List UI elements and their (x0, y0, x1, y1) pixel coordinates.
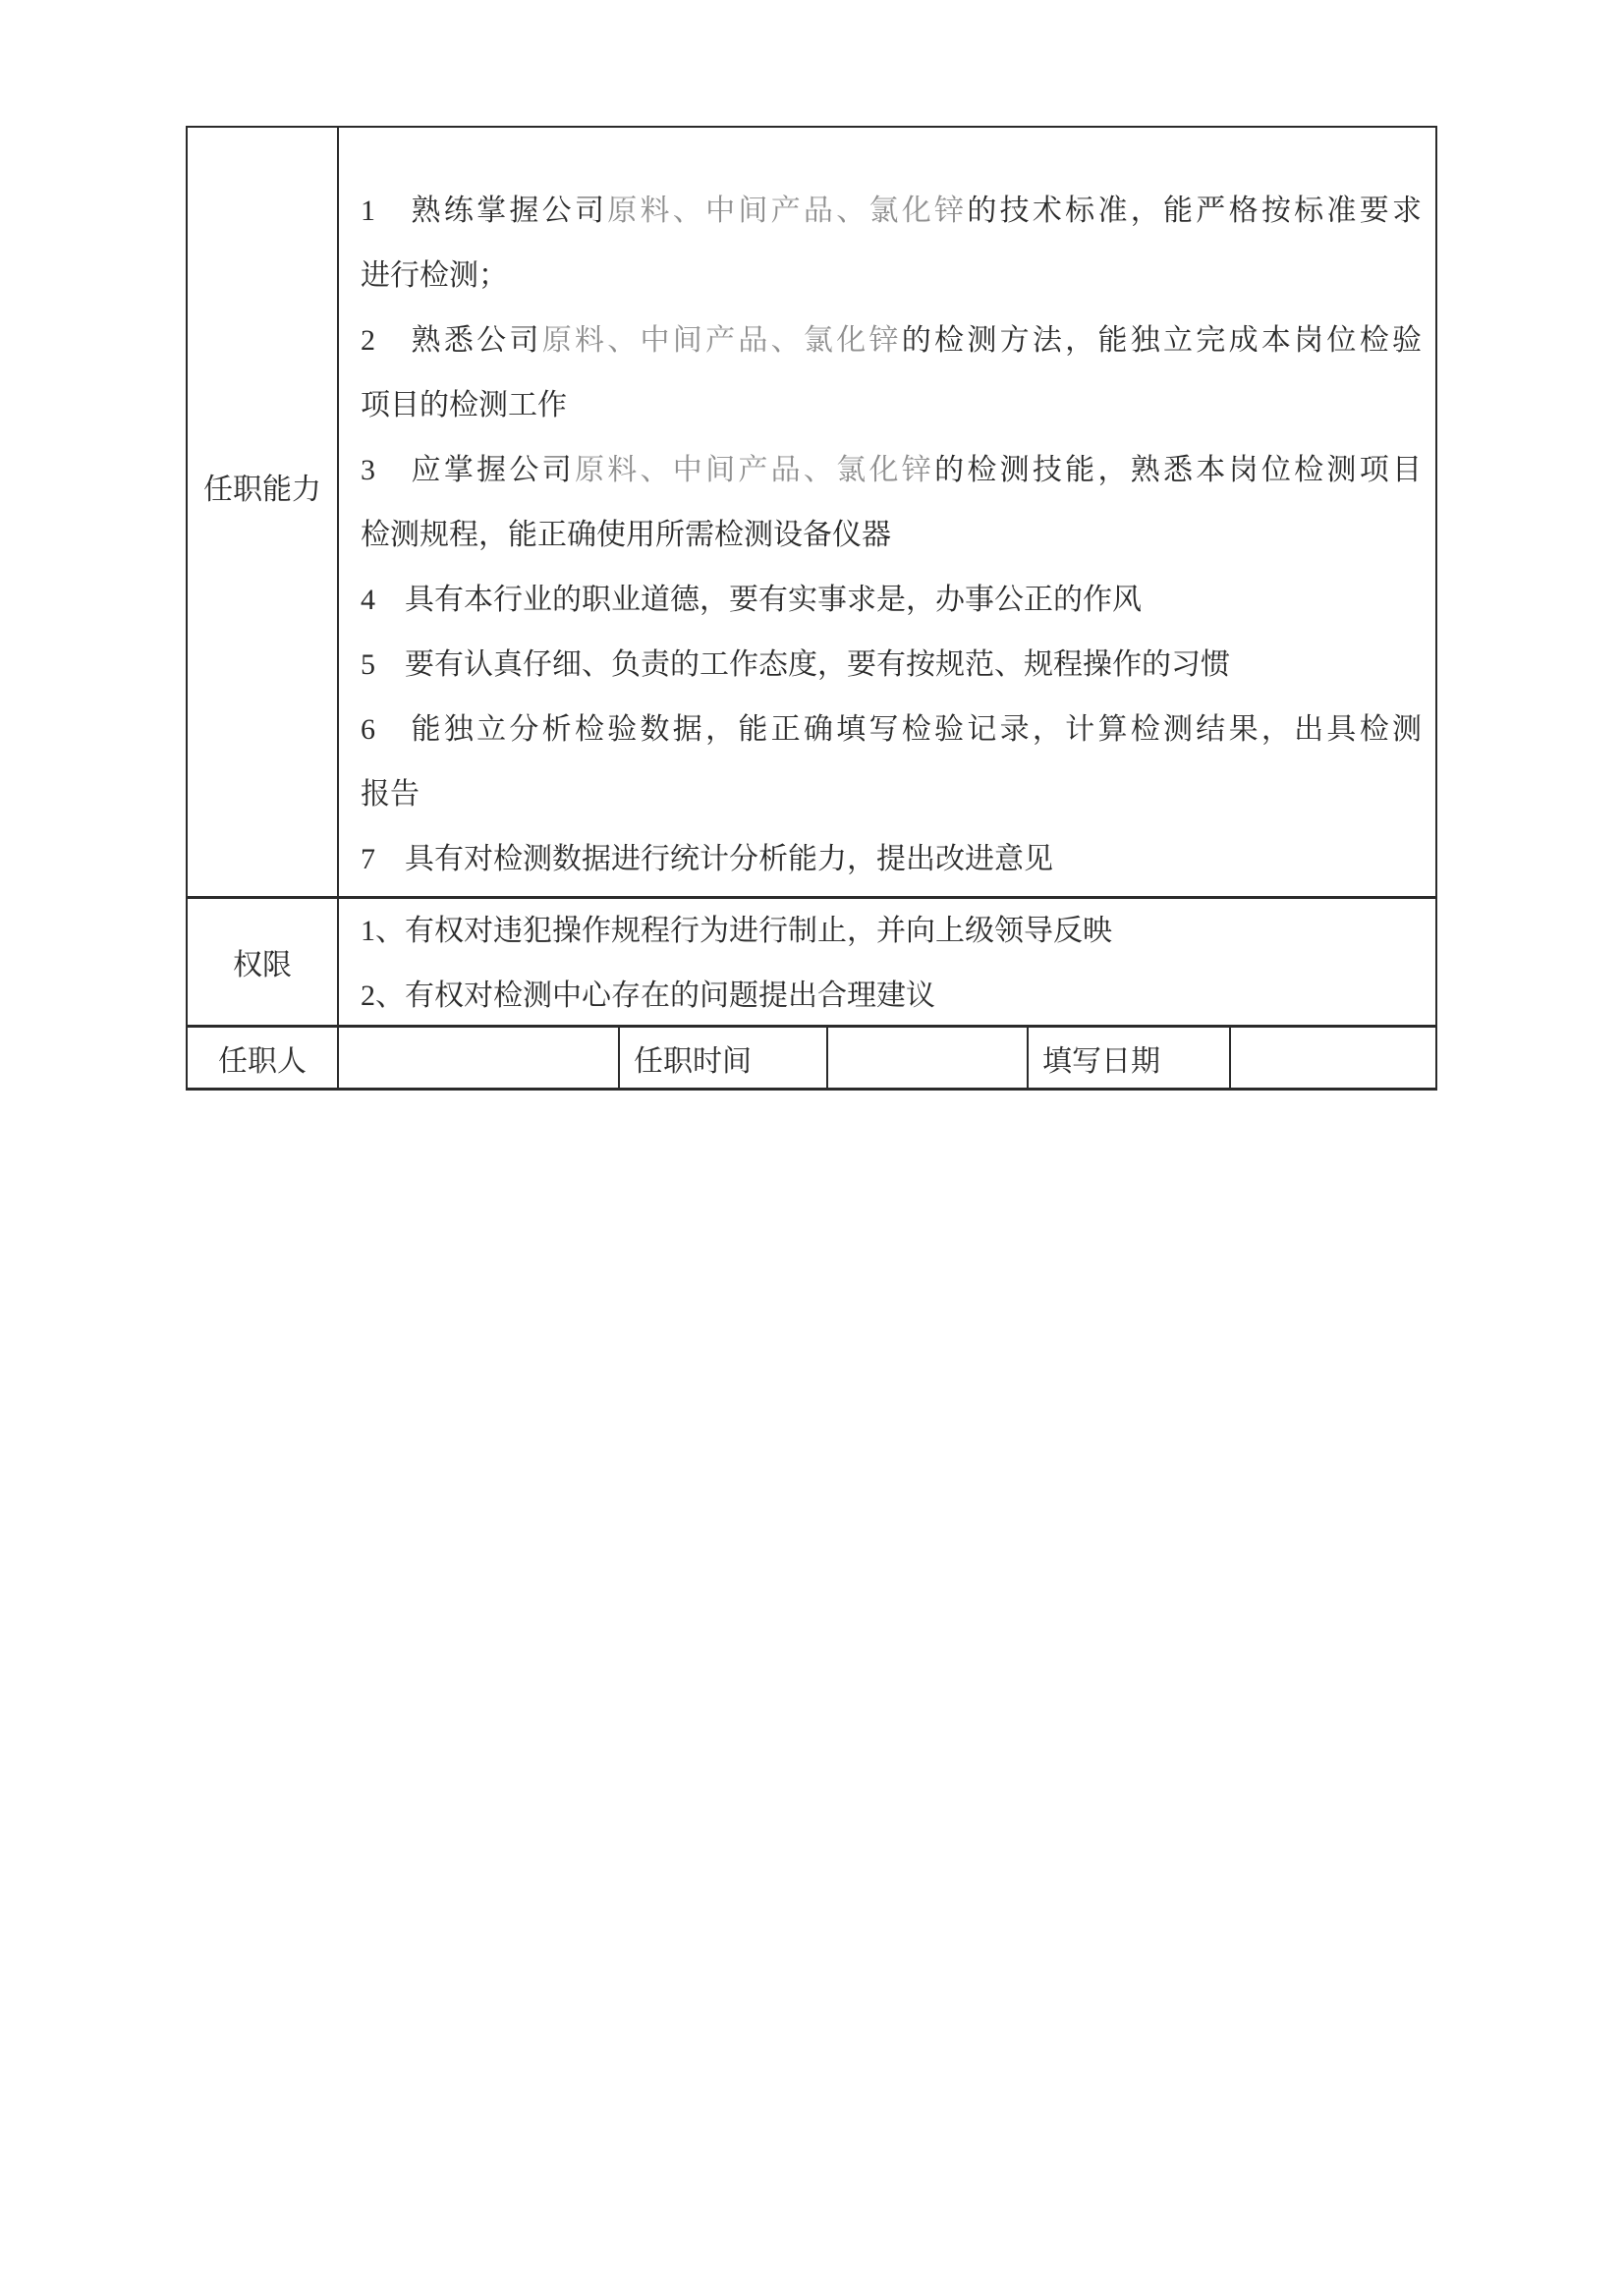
text-segment: 原料、中间产品、氯化锌 (607, 195, 968, 227)
text-segment: 报告 (361, 778, 420, 811)
text-segment: 1 熟练掌握公司 (361, 195, 608, 227)
text-segment: 2、有权对检测中心存在的问题提出合理建议 (361, 980, 935, 1012)
text-line (361, 964, 1422, 1025)
text-line (361, 373, 1422, 438)
signature-blank-cell (339, 1028, 620, 1088)
text-segment: 6 能独立分析检验数据，能正确填写检验记录，计算检测结果，出具检测 (361, 713, 1422, 746)
text-line (361, 308, 1422, 373)
signature-label-cell (620, 1028, 828, 1088)
text-segment: 原料、中间产品、氯化锌 (574, 454, 935, 486)
text-line (361, 438, 1422, 503)
text-segment: 原料、中间产品、氯化锌 (541, 324, 902, 357)
text-line (361, 899, 1422, 964)
signature-blank-cell (1231, 1028, 1435, 1088)
qualifications-row-label-cell (188, 128, 339, 896)
text-segment: 7 具有对检测数据进行统计分析能力，提出改进意见 (361, 843, 1053, 875)
row-signature (188, 1025, 1435, 1088)
signature-label-cell (1029, 1028, 1231, 1088)
signature-label-cell (188, 1028, 339, 1088)
text-line (361, 633, 1422, 698)
text-segment: 的技术标准，能严格按标准要求 (967, 195, 1422, 227)
text-line (361, 568, 1422, 633)
text-segment: 3 应掌握公司 (361, 454, 575, 486)
text-line (361, 698, 1422, 762)
signature-label: 填写日期 (1042, 1044, 1160, 1078)
authority-content-cell (339, 899, 1435, 1025)
row-authority (188, 896, 1435, 1025)
text-segment: 4 具有本行业的职业道德，要有实事求是，办事公正的作风 (361, 584, 1142, 616)
text-line (361, 244, 1422, 308)
signature-label: 任职时间 (634, 1044, 752, 1078)
text-line (361, 503, 1422, 568)
text-segment: 检测规程，能正确使用所需检测设备仪器 (361, 519, 891, 551)
text-segment: 的检测技能，熟悉本岗位检测项目 (934, 454, 1422, 486)
authority-row-label: 权限 (233, 949, 292, 981)
text-line (361, 762, 1422, 827)
text-segment: 2 熟悉公司 (361, 324, 542, 357)
qualifications-content-cell (339, 128, 1435, 896)
qualifications-row-label: 任职能力 (203, 474, 321, 506)
text-segment: 1、有权对违犯操作规程行为进行制止，并向上级领导反映 (361, 915, 1112, 947)
text-segment: 5 要有认真仔细、负责的工作态度，要有按规范、规程操作的习惯 (361, 648, 1230, 681)
row-qualifications (188, 128, 1435, 896)
text-segment: 项目的检测工作 (361, 389, 567, 421)
text-segment: 的检测方法，能独立完成本岗位检验 (901, 324, 1422, 357)
text-segment: 进行检测； (361, 259, 508, 292)
authority-row-label-cell (188, 899, 339, 1025)
signature-label: 任职人 (218, 1044, 307, 1078)
job-description-table (186, 126, 1437, 1091)
signature-blank-cell (828, 1028, 1029, 1088)
text-line (361, 827, 1422, 892)
text-line (361, 179, 1422, 244)
